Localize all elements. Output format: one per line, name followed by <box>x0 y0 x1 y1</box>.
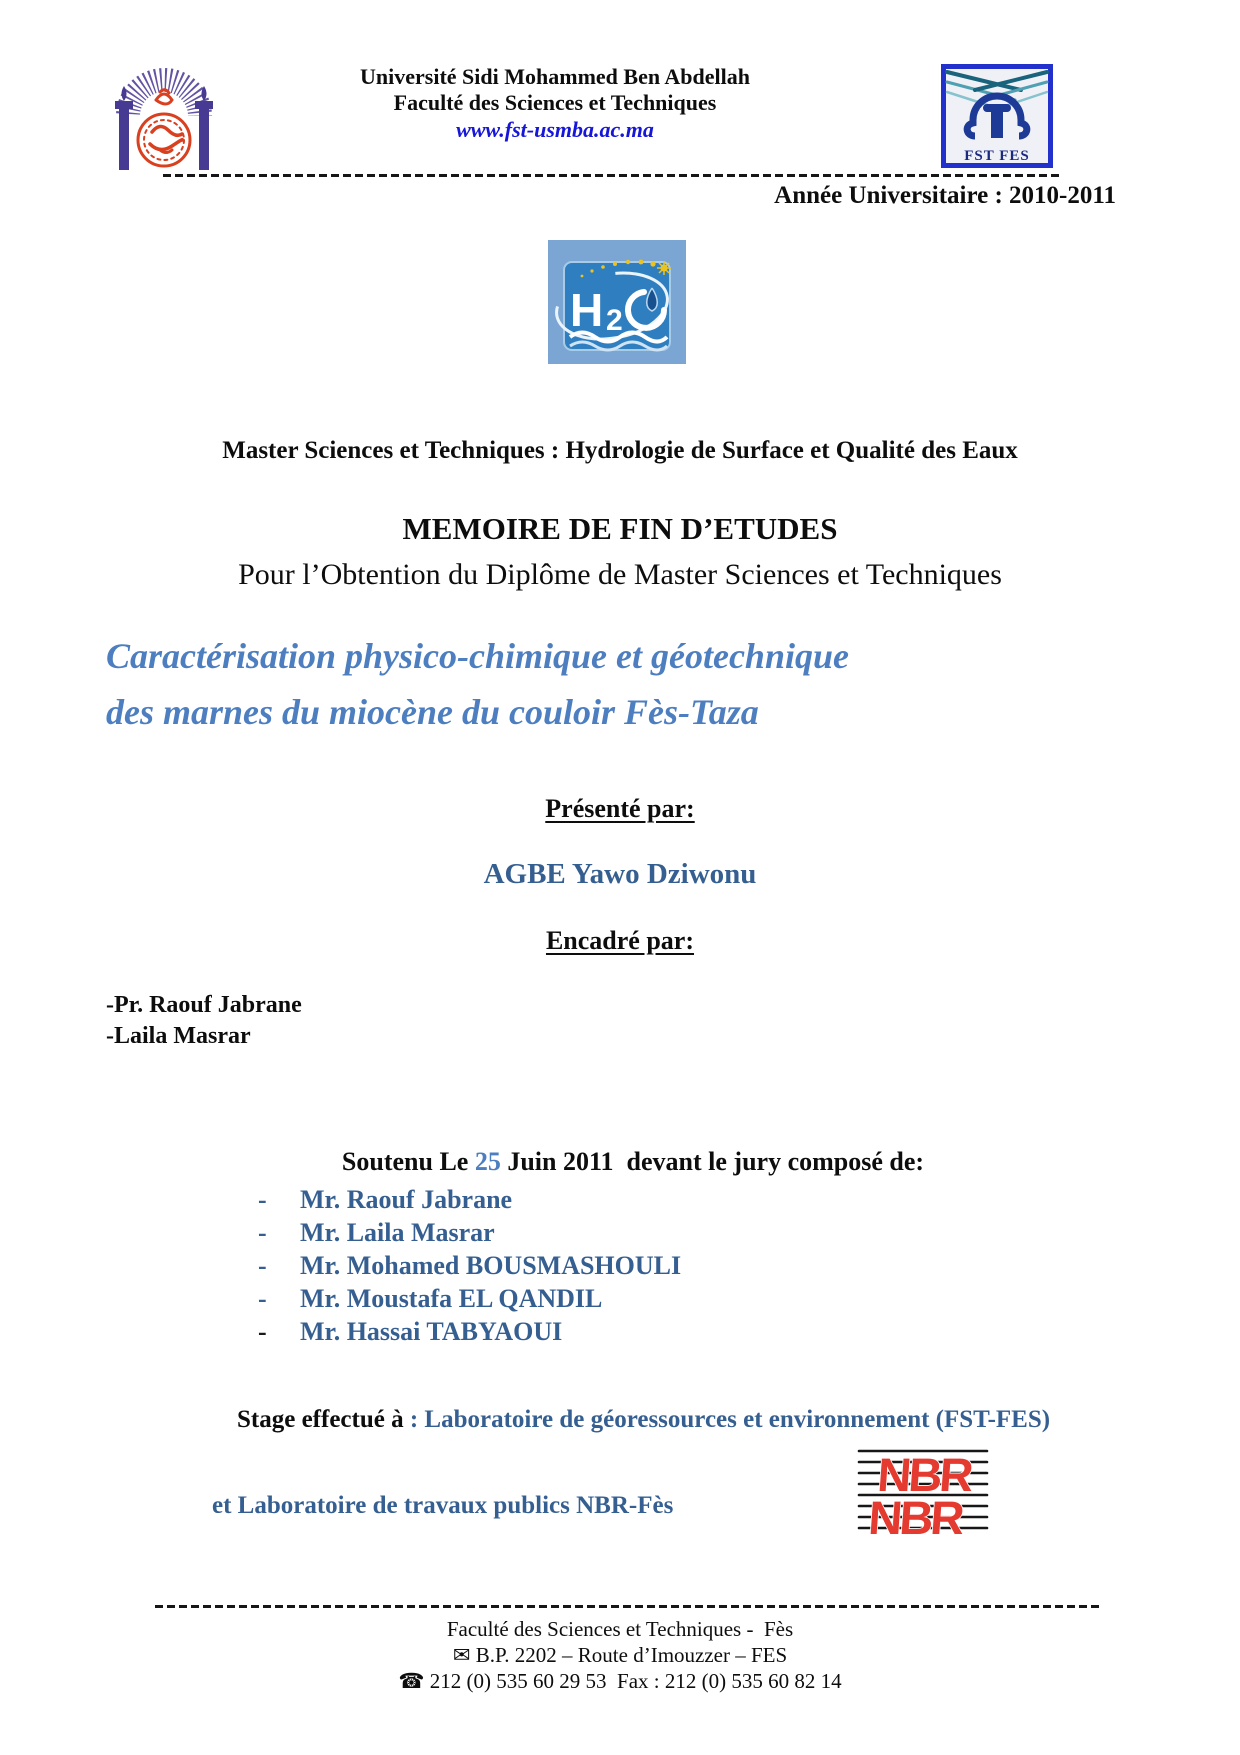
svg-text:NBR: NBR <box>875 1448 973 1501</box>
footer-faculty-line: Faculté des Sciences et Techniques - Fès <box>446 1617 794 1641</box>
svg-text:2: 2 <box>606 304 623 337</box>
footer <box>0 1616 1240 1694</box>
academic-year: Année Universitaire : 2010-2011 <box>774 182 1116 209</box>
supervised-by-label: Encadré par: <box>545 926 695 955</box>
phone-icon: ☎ <box>398 1669 425 1693</box>
internship-label: Stage effectué à <box>237 1406 404 1433</box>
header-text <box>150 64 960 144</box>
jury-dash: - <box>258 1185 267 1214</box>
defense-day: 25 <box>474 1147 501 1176</box>
supervised-by-block <box>0 926 1240 956</box>
jury-row <box>258 1249 681 1282</box>
svg-text:H: H <box>570 284 604 336</box>
jury-row <box>258 1282 681 1315</box>
fst-fes-caption: FST FES <box>964 148 1030 164</box>
memoire-title: MEMOIRE DE FIN D’ETUDES <box>402 511 838 546</box>
jury-member: Mr. Moustafa EL QANDIL <box>300 1284 603 1313</box>
thesis-title-line1: Caractérisation physico-chimique et géotechnique <box>106 636 849 676</box>
author-name: AGBE Yawo Dziwonu <box>483 858 757 890</box>
footer-divider <box>155 1605 1100 1608</box>
faculty-name: Faculté des Sciences et Techniques <box>393 90 717 115</box>
supervisors-list <box>106 990 302 1052</box>
jury-list <box>258 1183 681 1348</box>
internship-lab2: et Laboratoire de travaux publics NBR-Fès <box>212 1492 674 1519</box>
h2o-logo <box>548 240 686 369</box>
supervisor-item: -Pr. Raouf Jabrane <box>106 992 302 1018</box>
master-program-line: Master Sciences et Techniques : Hydrologie de Surface et Qualité des Eaux <box>222 437 1018 464</box>
defense-prefix: Soutenu Le <box>341 1147 475 1176</box>
nbr-logo <box>856 1442 990 1545</box>
jury-dash: - <box>258 1251 267 1280</box>
memoire-subtitle: Pour l’Obtention du Diplôme de Master Sciences et Techniques <box>238 558 1002 591</box>
jury-row <box>258 1315 681 1348</box>
presented-by-label: Présenté par: <box>545 794 695 823</box>
fst-fes-icon <box>941 64 1053 168</box>
h2o-icon <box>548 240 686 364</box>
presented-by-block <box>0 794 1240 824</box>
university-name: Université Sidi Mohammed Ben Abdellah <box>360 64 750 89</box>
thesis-title-line2: des marnes du miocène du couloir Fès-Taza <box>106 692 759 732</box>
mail-icon: ✉ <box>452 1643 471 1667</box>
jury-row <box>258 1183 681 1216</box>
jury-member: Mr. Hassai TABYAOUI <box>300 1317 563 1346</box>
svg-text:NBR: NBR <box>866 1491 964 1540</box>
footer-address-line <box>0 1642 1240 1668</box>
jury-member: Mr. Raouf Jabrane <box>300 1185 513 1214</box>
footer-phone-fax: 212 (0) 535 60 29 53 Fax : 212 (0) 535 60 82 14 <box>429 1669 842 1693</box>
footer-phone-line <box>0 1668 1240 1694</box>
fst-fes-logo <box>941 64 1053 173</box>
jury-member: Mr. Laila Masrar <box>300 1218 495 1247</box>
jury-member: Mr. Mohamed BOUSMASHOULI <box>300 1251 682 1280</box>
internship-lab1: : Laboratoire de géoressources et environnement (FST-FES) <box>403 1406 1051 1433</box>
jury-row <box>258 1216 681 1249</box>
jury-dash: - <box>258 1284 267 1313</box>
defense-suffix: Juin 2011 devant le jury composé de: <box>500 1147 925 1176</box>
thesis-title <box>106 628 1166 740</box>
jury-dash: - <box>258 1218 267 1247</box>
website-link[interactable]: www.fst-usmba.ac.ma <box>456 117 654 142</box>
header-divider <box>163 174 1063 177</box>
jury-dash: - <box>258 1317 267 1346</box>
supervisor-item: -Laila Masrar <box>106 1023 251 1049</box>
footer-address: B.P. 2202 – Route d’Imouzzer – FES <box>475 1643 788 1667</box>
nbr-icon <box>856 1442 990 1540</box>
